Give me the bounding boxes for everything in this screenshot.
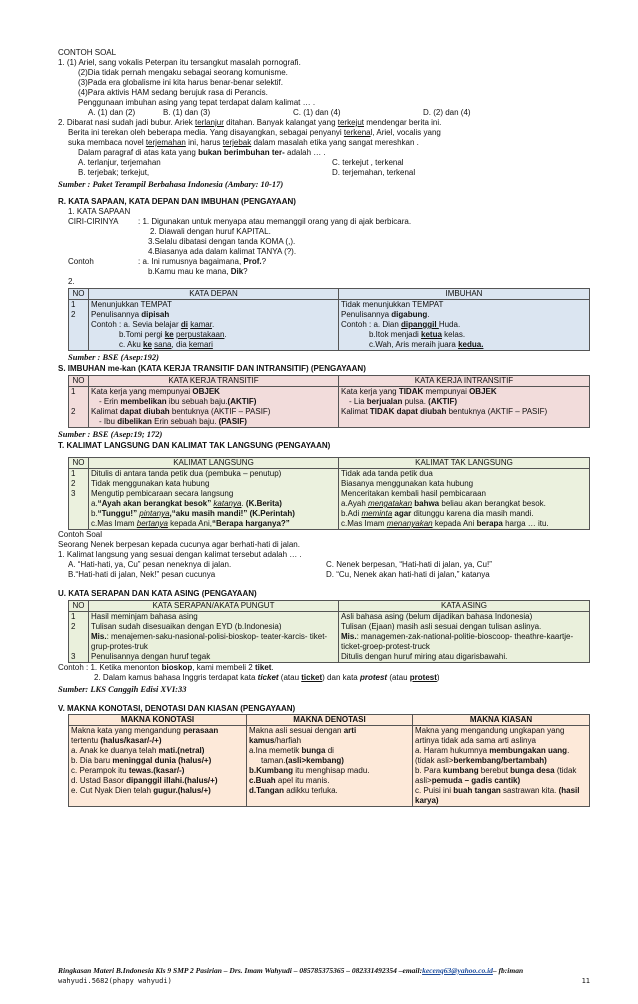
table-header: KALIMAT LANGSUNG	[89, 458, 339, 469]
soal-q2-line: Berita ini terekan oleh beberapa media. Yang disayangkan, sebagai penyanyi terkenal, Ariel, vocalis yang	[68, 128, 441, 137]
soal-q2-line: suka membaca novel terjemahan ini, harus terjebak dalam masalah etika yang sangat mereshkan .	[68, 138, 419, 147]
section-heading: R. KATA SAPAAN, KATA DEPAN DAN IMBUHAN (PENGAYAAN)	[58, 197, 296, 206]
table-header: KALIMAT TAK LANGSUNG	[339, 458, 590, 469]
ciri-line: CIRI-CIRINYA : 1. Digunakan untuk menyapa atau memanggil orang yang di ajak berbicara.	[68, 217, 412, 226]
ciri-line: 4.Biasanya ada dalam kalimat TANYA (?).	[148, 247, 297, 256]
contoh-line: 2. Dalam kamus bahasa Inggris terdapat kata ticket (atau ticket) dan kata protest (atau protest)	[94, 673, 440, 682]
contoh-soal-line: 1. Kalimat langsung yang sesuai dengan kalimat tersebut adalah … .	[58, 550, 302, 559]
contoh-soal-line: Seorang Nenek berpesan kepada cucunya agar berhati-hati di jalan.	[58, 540, 300, 549]
contoh-soal-title: Contoh Soal	[58, 530, 103, 539]
contoh-line: Contoh : 1. Ketika menonton bioskop, kami membeli 2 tiket.	[58, 663, 274, 672]
table-header: KATA SERAPAN/AKATA PUNGUT	[89, 601, 339, 612]
list-number: 2.	[68, 277, 75, 286]
contoh-line: Contoh : a. Ini rumusnya bagaimana, Prof.?	[68, 257, 267, 266]
table-header: IMBUHAN	[339, 289, 590, 300]
soal-q2-options: A. terlanjur, terjemahan C. terkejut , terkenal	[78, 158, 404, 167]
soal-q1-line: (2)Dia tidak pernah mengaku sebagai seorang komunisme.	[78, 68, 288, 77]
table-header: NO	[69, 601, 89, 612]
soal-q1-line: Penggunaan imbuhan asing yang tepat terdapat dalam kalimat … .	[78, 98, 316, 107]
option-c: C. (1) dan (4)	[293, 108, 341, 117]
table-header: MAKNA KIASAN	[413, 715, 590, 726]
ciri-line: 3.Selalu dibatasi dengan tanda KOMA (,).	[148, 237, 296, 246]
soal-q1: 1. (1) Ariel, sang vokalis Peterpan itu tersangkut masalah pornografi.	[58, 58, 301, 67]
option-a: A. (1) dan (2)	[88, 108, 136, 117]
table-row: 1 2 3 Ditulis di antara tanda petik dua (pembuka – penutup) Tidak menggunakan kata hubung Mengutip pembicaraan secara langsung a.“Ayah akan berangkat besok” katanya. (K.Berita) b.“Tunggu!” pintanya,“aku masih mandi!” (K.Perintah) c.Mas Imam bertanya kepada Ani,“Berapa harganya?” Tidak ada tanda petik dua Biasanya menggunakan kata hubung Menceritakan kembali hasil pembicaraan a.Ayah mengatakan bahwa beliau akan berangkat besok. b.Adi meminta agar ditunggu karena dia masih mandi. c.Mas Imam menanyakan kepada Ani berapa harga … itu.	[69, 469, 590, 530]
kata-kerja-table	[68, 375, 590, 428]
source-note: Sumber : BSE (Asep:192)	[68, 352, 159, 362]
soal-q2-line: Dalam paragraf di atas kata yang bukan berimbuhan ter- adalah … .	[78, 148, 326, 157]
table-header: MAKNA DENOTASI	[247, 715, 413, 726]
source-note: Sumber : BSE (Asep:19; 172)	[58, 429, 163, 439]
table-header: KATA DEPAN	[89, 289, 339, 300]
table-header: NO	[69, 376, 89, 387]
source-note: Sumber: LKS Canggih Edisi XVI:33	[58, 684, 187, 694]
table-row: 1 2 Kata kerja yang mempunyai OBJEK - Erin membelikan ibu sebuah baju.(AKTIF) Kalimat dapat diubah bentuknya (AKTIF – PASIF) - Ibu dibelikan Erin sebuah baju. (PASIF) Kata kerja yang TIDAK mempunyai OBJEK - Lia berjualan pulsa. (AKTIF) Kalimat TIDAK dapat diubah bentuknya (AKTIF – PASIF)	[69, 387, 590, 428]
document-page	[58, 48, 590, 807]
source-note: Sumber : Paket Terampil Berbahasa Indonesia (Ambary: 10-17)	[58, 179, 284, 189]
table-header: NO	[69, 289, 89, 300]
table-header: KATA KERJA INTRANSITIF	[339, 376, 590, 387]
table-row: Makna kata yang mengandung perasaan tertentu (halus/kasar/-/+) a. Anak ke duanya telah mati.(netral) b. Dia baru meninggal dunia (halus/+) c. Perampok itu tewas.(kasar/-) d. Ustad Basor dipanggil illahi.(halus/+) e. Cut Nyak Dien telah gugur.(halus/+) Makna asli sesuai dengan arti kamus/harfiah a.Ina memetik bunga di taman.(asli>kembang) b.Kumbang itu menghisap madu. c.Buah apel itu manis. d.Tangan adikku terluka. Makna yang mengandung ungkapan yang artinya tidak ada sama arti aslinya a. Haram hukumnya membungakan uang. (tidak asli>berkembang/bertambah) b. Para kumbang berebut bunga desa (tidak asli>pemuda – gadis cantik) c. Puisi ini buah tangan sastrawan kita. (hasil karya)	[69, 726, 590, 807]
email-link[interactable]: kecenq63@yahoo.co.id	[422, 966, 493, 975]
option-b: B. (1) dan (3)	[163, 108, 211, 117]
page-number: 11	[581, 977, 590, 985]
soal-q1-options	[58, 108, 590, 118]
contoh-soal-options: B.“Hati-hati di jalan, Nek!” pesan cucunya D. “Cu, Nenek akan hati-hati di jalan,” katanya	[68, 570, 490, 579]
contoh-soal-options: A. “Hati-hati, ya, Cu” pesan neneknya di jalan. C. Nenek berpesan, “Hati-hati di jalan, ya, Cu!”	[68, 560, 492, 569]
table-header: KATA ASING	[339, 601, 590, 612]
section-heading: S. IMBUHAN me-kan (KATA KERJA TRANSITIF DAN INTRANSITIF) (PENGAYAAN)	[58, 364, 366, 373]
kata-serapan-table	[68, 600, 590, 663]
soal-q1-line: (4)Para aktivis HAM sedang berujuk rasa di Perancis.	[78, 88, 268, 97]
kata-depan-table	[68, 288, 590, 351]
section-heading: T. KALIMAT LANGSUNG DAN KALIMAT TAK LANGSUNG (PENGAYAAN)	[58, 441, 331, 450]
option-d: D. (2) dan (4)	[423, 108, 471, 117]
page-footer	[58, 966, 590, 986]
ciri-line: 2. Diawali dengan huruf KAPITAL.	[150, 227, 271, 236]
table-row: 1 2 Menunjukkan TEMPAT Penulisannya dipisah Contoh : a. Sevia belajar di kamar. b.Tomi pergi ke perpustakaan. c. Aku ke sana, dia kemari Tidak menunjukkan TEMPAT Penulisannya digabung. Contoh : a. Dian dipanggil Huda. b.Itok menjadi ketua kelas. c.Wah, Aris meraih juara kedua.	[69, 300, 590, 351]
soal-title: CONTOH SOAL	[58, 48, 117, 57]
section-heading: U. KATA SERAPAN DAN KATA ASING (PENGAYAAN)	[58, 589, 257, 598]
table-row: 1 2 3 Hasil meminjam bahasa asing Tulisan sudah disesuaikan dengan EYD (b.Indonesia) Mis.: menajemen-saku-nasional-polisi-bioskop- teater-karcis- tiket-grup-protes-truk Penulisannya dengan huruf tegak Asli bahasa asing (belum dijadikan bahasa Indonesia) Tulisan (Ejaan) masih asli sesuai dengan tulisan aslinya. Mis.: managemen-zak-national-politie-bioscoop- theathre-kaartje-ticket-groep-protest-truck Ditulis dengan huruf miring atau digarisbawahi.	[69, 612, 590, 663]
footer-line: Ringkasan Materi B.Indonesia Kls 9 SMP 2 Pasirian – Drs. Imam Wahyudi – 085785375365 – 082331492354 –email:kecenq63@yahoo.co.id– fb:iman	[58, 966, 524, 975]
soal-q2-line: 2. Dibarat nasi sudah jadi bubur. Ariek terlanjur ditahan. Banyak kalangat yang terkejut mendengar berita ini.	[58, 118, 442, 127]
section-heading: V. MAKNA KONOTASI, DENOTASI DAN KIASAN (PENGAYAAN)	[58, 704, 296, 713]
footer-line: wahyudi.5682(phapy wahyudi) 11	[58, 977, 590, 985]
table-header: MAKNA KONOTASI	[69, 715, 247, 726]
table-header: KATA KERJA TRANSITIF	[89, 376, 339, 387]
makna-table	[68, 714, 590, 807]
subheading: 1. KATA SAPAAN	[68, 207, 131, 216]
soal-q2-options: B. terjebak; terkejut, D. terjemahan, terkenal	[78, 168, 416, 177]
soal-q1-line: (3)Pada era globalisme ini kita harus benar-benar selektif.	[78, 78, 283, 87]
table-header: NO	[69, 458, 89, 469]
kalimat-langsung-table	[68, 457, 590, 530]
contoh-line: b.Kamu mau ke mana, Dik?	[148, 267, 248, 276]
